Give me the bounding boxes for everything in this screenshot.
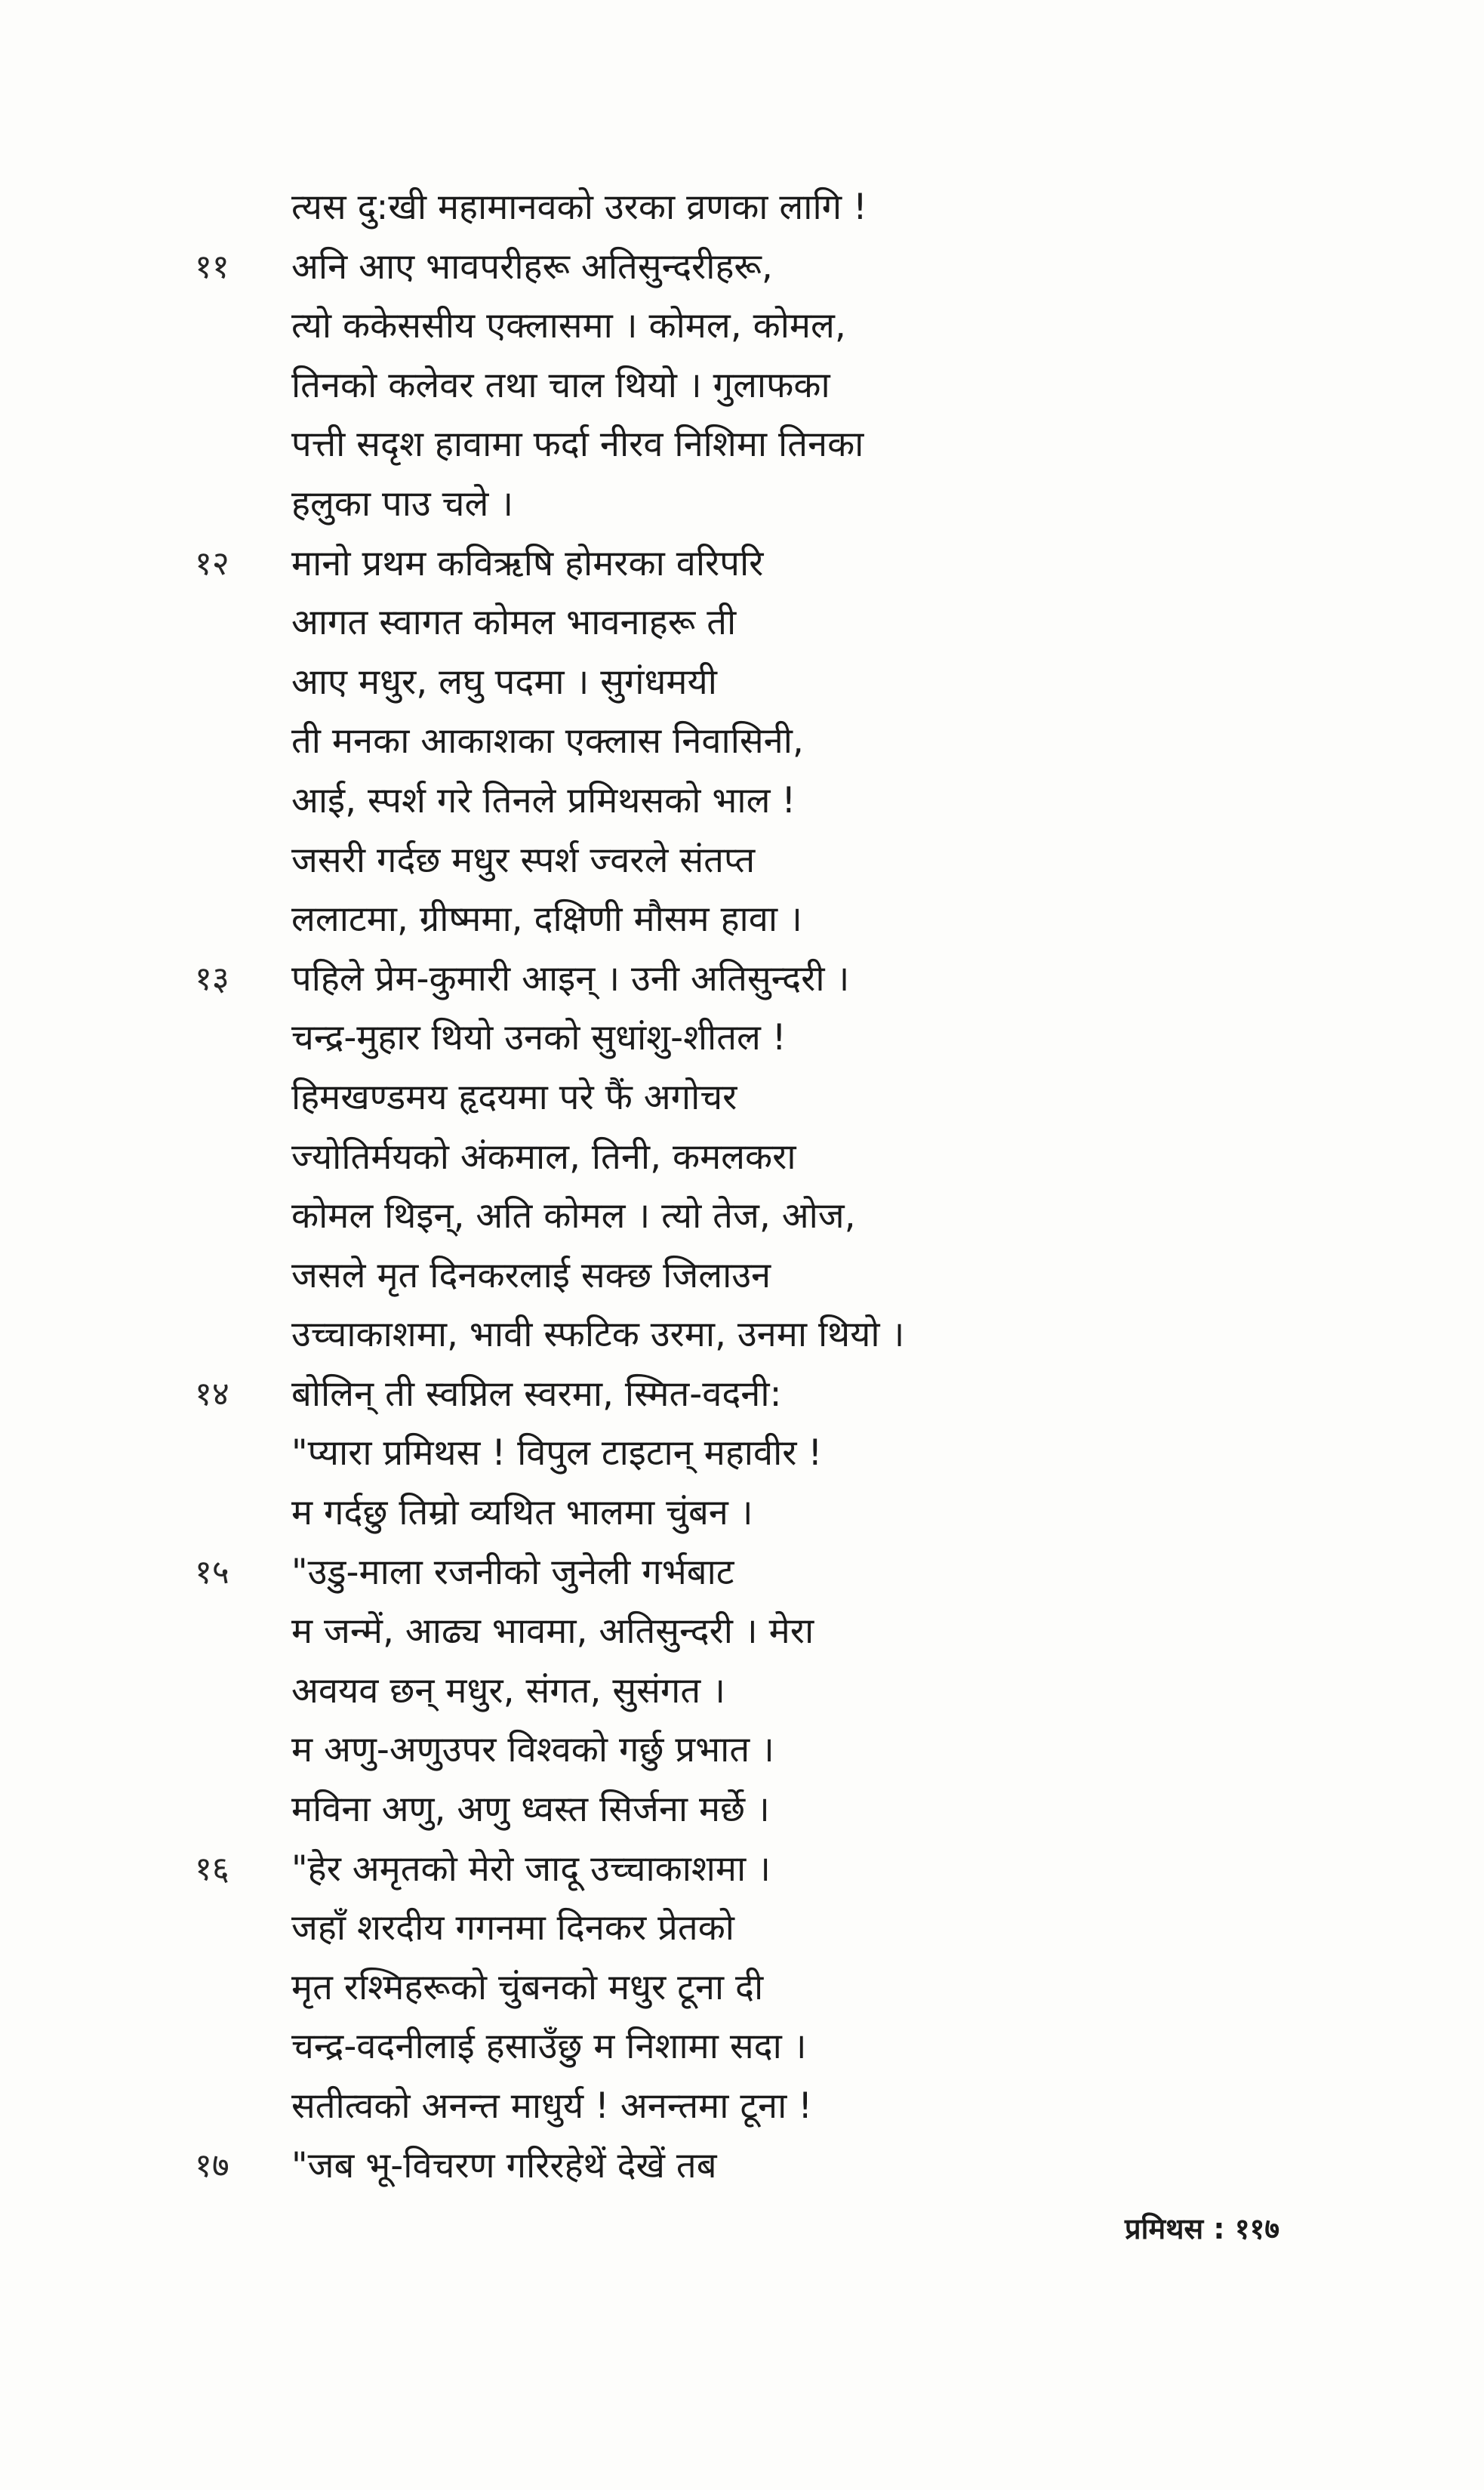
stanza-number: १२ — [195, 544, 229, 583]
line-text: त्यस दु:खी महामानवको उरका व्रणका लागि ! — [291, 186, 867, 228]
line-text: "हेर अमृतको मेरो जादू उच्चाकाशमा । — [291, 1847, 771, 1890]
stanza-number: १५ — [195, 1552, 229, 1592]
line-text: पहिले प्रेम-कुमारी आइन् । उनी अतिसुन्दरी । — [291, 957, 850, 1000]
line-text: जहाँ शरदीय गगनमा दिनकर प्रेतको — [291, 1907, 734, 1949]
line-text: "उडु-माला रजनीको जुनेली गर्भबाट — [291, 1551, 734, 1593]
poem-line — [195, 1840, 1327, 1900]
poem-line — [195, 1484, 1327, 1543]
poem-line — [195, 772, 1327, 831]
line-text: मानो प्रथम कविऋषि होमरका वरिपरि — [291, 542, 764, 584]
stanza-number: १३ — [195, 959, 229, 998]
line-text: उच्चाकाशमा, भावी स्फटिक उरमा, उनमा थियो । — [291, 1314, 905, 1356]
poem-line — [195, 950, 1327, 1009]
poem-body — [195, 178, 1327, 2196]
poem-line — [195, 890, 1327, 950]
poem-line — [195, 238, 1327, 297]
line-text: सतीत्वको अनन्त माधुर्य ! अनन्तमा टूना ! — [291, 2085, 813, 2127]
line-text: मविना अणु, अणु ध्वस्त सिर्जना मर्छे । — [291, 1789, 770, 1831]
line-text: "प्यारा प्रमिथस ! विपुल टाइटान् महावीर ! — [291, 1432, 823, 1475]
poem-line — [195, 475, 1327, 535]
line-text: ललाटमा, ग्रीष्ममा, दक्षिणी मौसम हावा । — [291, 898, 802, 941]
poem-line — [195, 1602, 1327, 1662]
line-text: आई, स्पर्श गरे तिनले प्रमिथसको भाल ! — [291, 779, 796, 821]
line-text: जसले मृत दिनकरलाई सक्छ जिलाउन — [291, 1254, 771, 1296]
line-text: आए मधुर, लघु पदमा । सुगंधमयी — [291, 661, 717, 703]
line-text: ज्योतिर्मयको अंकमाल, तिनी, कमलकरा — [291, 1136, 796, 1178]
line-text: ती मनका आकाशका एक्लास निवासिनी, — [291, 720, 804, 763]
line-text: म जन्में, आढ्य भावमा, अतिसुन्दरी । मेरा — [291, 1610, 814, 1653]
poem-line — [195, 831, 1327, 891]
poem-line — [195, 1543, 1327, 1603]
poem-line — [195, 356, 1327, 416]
poem-line — [195, 1958, 1327, 2018]
poem-line — [195, 593, 1327, 653]
stanza-number: १७ — [195, 2146, 229, 2185]
poem-line — [195, 1247, 1327, 1306]
stanza-number: ११ — [195, 247, 229, 286]
line-text: पत्ती सदृश हावामा फर्दा नीरव निशिमा तिनका — [291, 424, 864, 466]
poem-line — [195, 415, 1327, 475]
line-text: चन्द्र-वदनीलाई हसाउँछु म निशामा सदा । — [291, 2026, 807, 2068]
line-text: त्यो ककेससीय एक्लासमा । कोमल, कोमल, — [291, 305, 846, 347]
line-text: जसरी गर्दछ मधुर स्पर्श ज्वरले संतप्त — [291, 839, 756, 881]
line-text: "जब भू-विचरण गरिरहेथें देखें तब — [291, 2144, 717, 2186]
poem-line — [195, 2077, 1327, 2137]
line-text: कोमल थिइन्, अति कोमल । त्यो तेज, ओज, — [291, 1195, 856, 1237]
poem-line — [195, 1780, 1327, 1840]
page-footer: प्रमिथस : ११७ — [1125, 2212, 1280, 2245]
line-text: म गर्दछु तिम्रो व्यथित भालमा चुंबन । — [291, 1492, 753, 1534]
poem-line — [195, 297, 1327, 356]
poem-line — [195, 1899, 1327, 1958]
poem-line — [195, 1305, 1327, 1365]
line-text: हिमखण्डमय हृदयमा परे फैं अगोचर — [291, 1076, 737, 1118]
poem-line — [195, 1424, 1327, 1484]
line-text: म अणु-अणुउपर विश्वको गर्छु प्रभात । — [291, 1729, 774, 1771]
line-text: तिनको कलेवर तथा चाल थियो । गुलाफका — [291, 364, 830, 406]
line-text: मृत रश्मिहरूको चुंबनको मधुर टूना दी — [291, 1966, 764, 2008]
poem-line — [195, 1009, 1327, 1068]
line-text: चन्द्र-मुहार थियो उनको सुधांशु-शीतल ! — [291, 1017, 787, 1059]
poem-line — [195, 2137, 1327, 2196]
stanza-number: १४ — [195, 1374, 229, 1413]
line-text: बोलिन् ती स्वप्निल स्वरमा, स्मित-वदनी: — [291, 1373, 782, 1415]
poem-line — [195, 535, 1327, 594]
line-text: अवयव छन् मधुर, संगत, सुसंगत । — [291, 1669, 725, 1712]
line-text: आगत स्वागत कोमल भावनाहरू ती — [291, 602, 737, 644]
poem-line — [195, 2017, 1327, 2077]
poem-line — [195, 712, 1327, 772]
poem-line — [195, 1721, 1327, 1780]
line-text: हलुका पाउ चले । — [291, 482, 514, 525]
poem-line — [195, 1068, 1327, 1128]
poem-line — [195, 1662, 1327, 1721]
poem-line — [195, 1365, 1327, 1425]
line-text: अनि आए भावपरीहरू अतिसुन्दरीहरू, — [291, 245, 773, 288]
poem-line — [195, 1187, 1327, 1247]
poem-line — [195, 178, 1327, 238]
stanza-number: १६ — [195, 1849, 229, 1888]
poem-line — [195, 653, 1327, 713]
poem-line — [195, 1128, 1327, 1188]
